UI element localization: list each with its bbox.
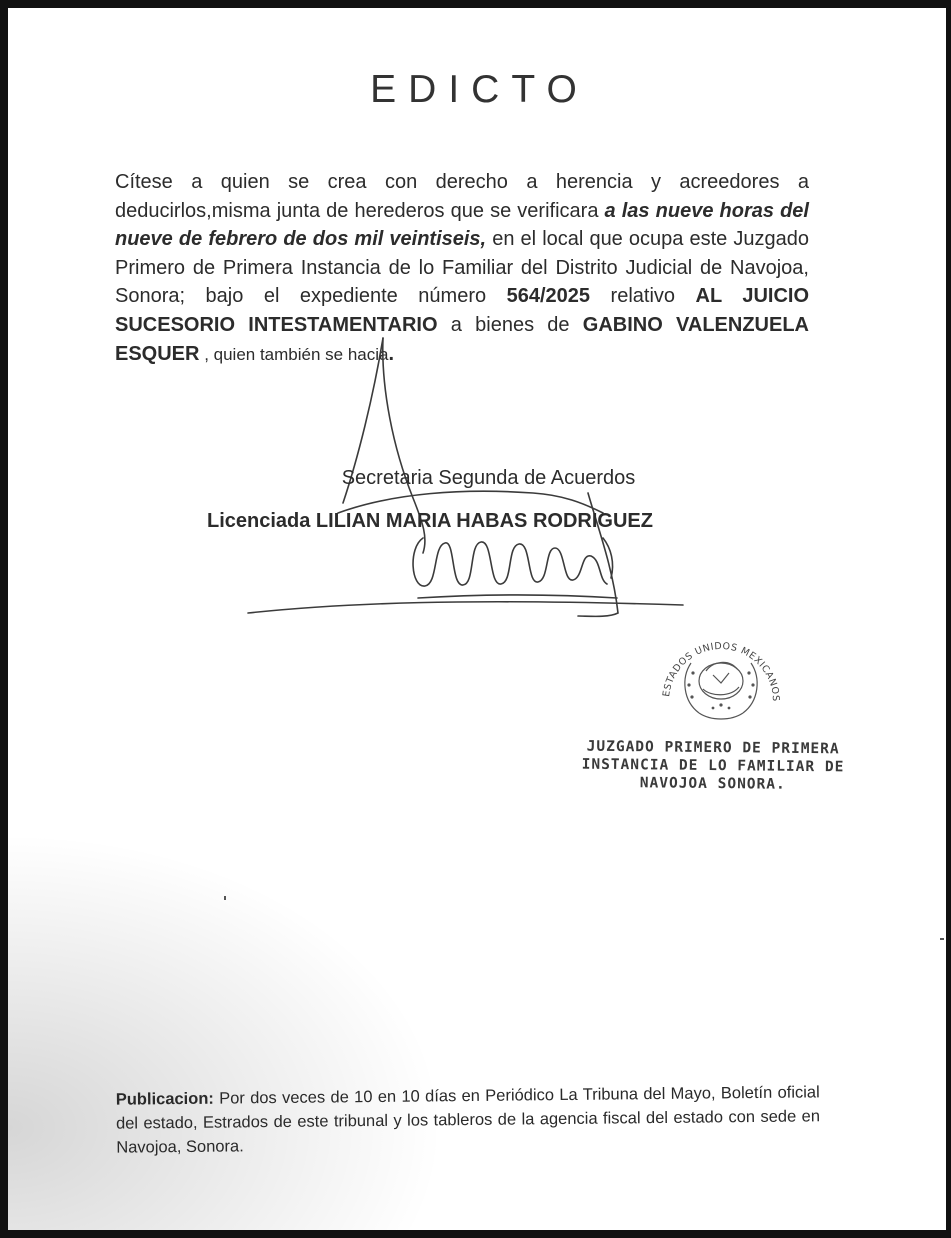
body-end-period: . <box>388 342 395 365</box>
body-text-part2: en el local que ocupa este Juzgado Primero de Primera Instancia de lo Familiar del Distrito Judicial de Navojoa, Sonora; bajo el expediente número <box>115 228 809 308</box>
publication-note <box>116 1080 821 1159</box>
body-text-part5: , quien también se hacia <box>199 344 389 364</box>
publication-text: Por dos veces de 10 en 10 días en Periódico La Tribuna del Mayo, Boletín oficial del estado, Estrados de este tribunal y los tableros de la agencia fiscal del estado con sede en Navojoa, Sonora. <box>115 1083 821 1157</box>
stamp-line-2: INSTANCIA DE LO FAMILIAR DE <box>581 756 845 776</box>
svg-text:ESTADOS UNIDOS MEXICANOS <box>661 641 781 702</box>
deceased-name: GABINO VALENZUELA ESQUER <box>115 313 809 365</box>
body-text-part1: Cítese a quien se crea con derecho a herencia y acreedores a deducirlos,misma junta de herederos que se verificara <box>115 171 809 222</box>
document-title: EDICTO <box>370 68 589 111</box>
body-text-part3: relativo <box>590 285 696 308</box>
signer-name: Licenciada LILIAN MARIA HABAS RODRIGUEZ <box>207 510 653 532</box>
scan-speck <box>940 938 944 940</box>
case-number: 564/2025 <box>506 285 591 308</box>
publication-label: Publicacion: <box>115 1089 214 1109</box>
scan-speck <box>224 896 226 900</box>
hearing-date: a las nueve horas del nueve de febrero de dos mil veintiseis, <box>115 199 809 251</box>
case-type: AL JUICIO SUCESORIO INTESTAMENTARIO <box>115 285 809 336</box>
national-seal-icon <box>651 613 791 733</box>
court-stamp <box>568 737 859 794</box>
handwritten-signature <box>233 298 693 628</box>
signer-role: Secretaria Segunda de Acuerdos <box>341 467 636 489</box>
body-text-part4: a bienes de <box>437 313 583 336</box>
seal-ring-text: ESTADOS UNIDOS MEXICANOS <box>661 640 782 703</box>
stamp-line-1: JUZGADO PRIMERO DE PRIMERA <box>586 738 840 758</box>
stamp-line-3: NAVOJOA SONORA. <box>639 775 786 793</box>
